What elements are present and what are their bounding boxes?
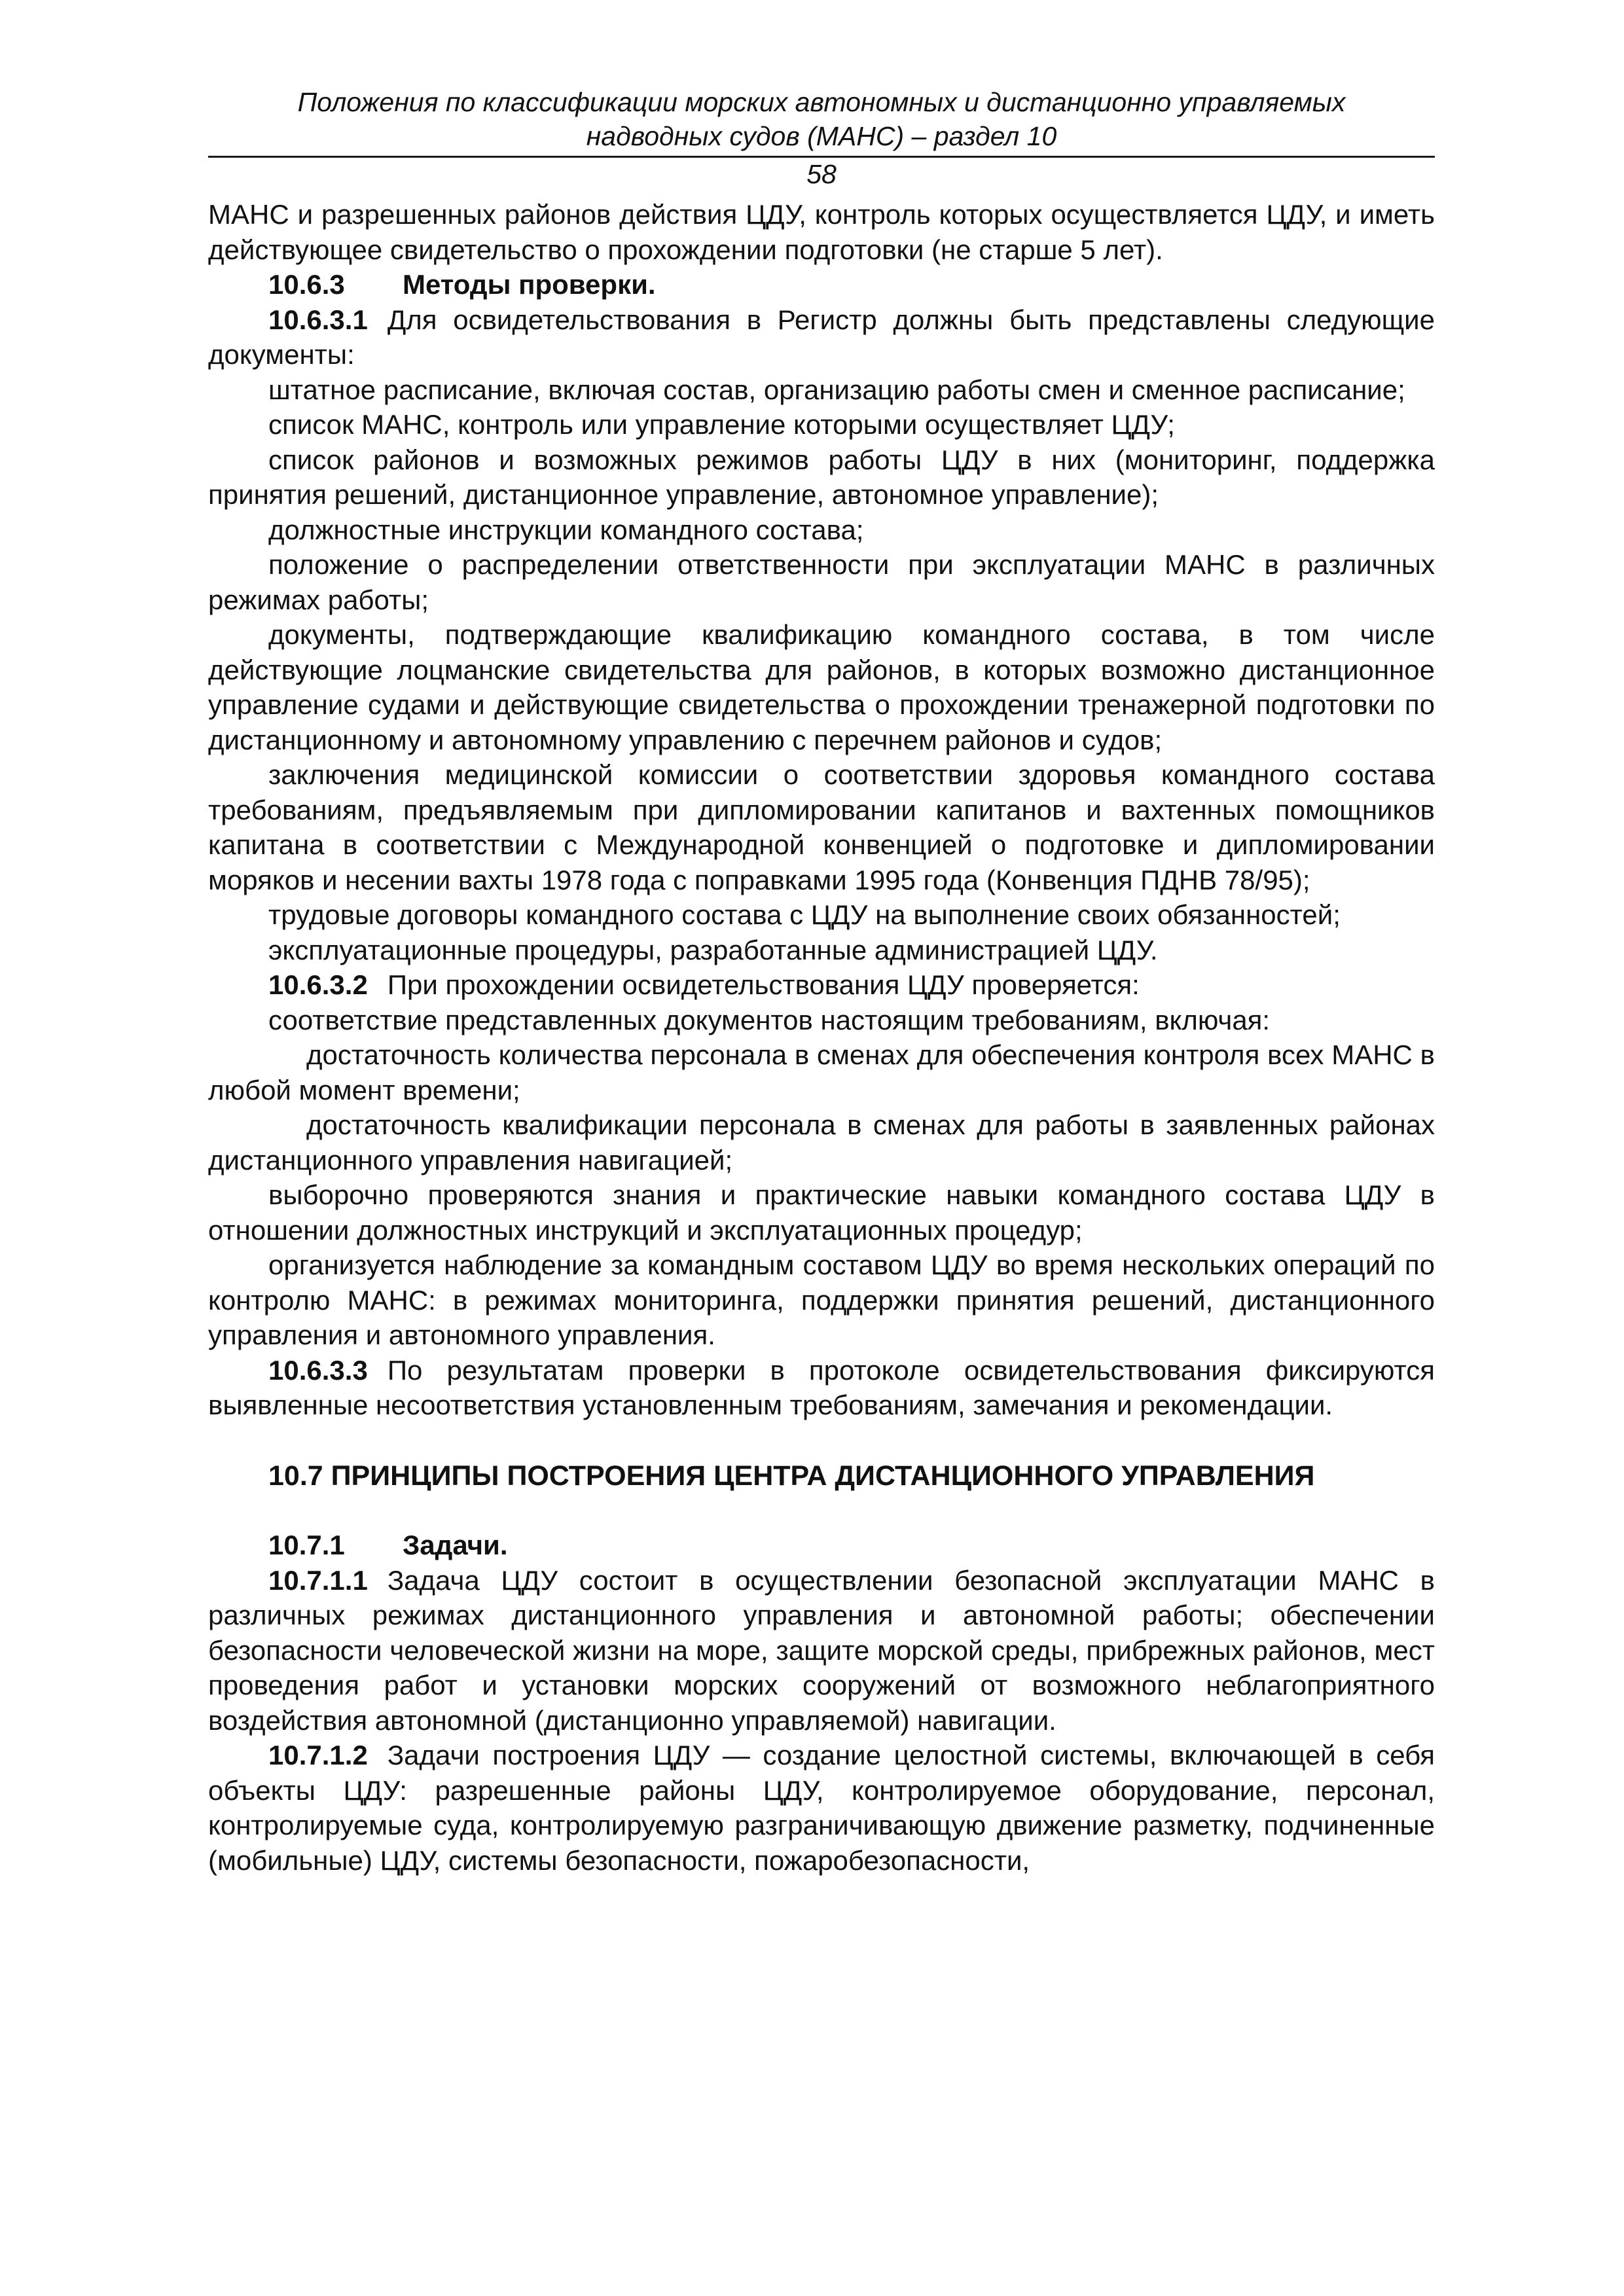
clause-number: 10.6.3	[268, 269, 345, 300]
clause-number: 10.6.3.1	[268, 304, 368, 335]
section-heading: 10.7 ПРИНЦИПЫ ПОСТРОЕНИЯ ЦЕНТРА ДИСТАНЦИОННОГО УПРАВЛЕНИЯ	[268, 1460, 1315, 1492]
clause-title: Задачи.	[403, 1530, 508, 1560]
clause-number: 10.6.3.3	[268, 1354, 368, 1386]
sub-check-item: достаточность количества персонала в сменах для обеспечения контроля всех МАНС в любой момент времени;	[208, 1039, 1435, 1105]
document-page	[208, 85, 1435, 1878]
clause-text: Для освидетельствования в Регистр должны быть представлены следующие документы:	[208, 304, 1435, 370]
clause-number: 10.7.1.1	[268, 1564, 368, 1596]
list-item: список МАНС, контроль или управление которыми осуществляет ЦДУ;	[268, 409, 1175, 440]
clause-number: 10.7.1.2	[268, 1740, 368, 1770]
list-item: заключения медицинской комиссии о соответствии здоровья командного состава требованиям, предъявляемым при дипломировании капитанов и вахтенных помощников капитана в соответствии с Международной конвенцией о подготовке и дипломировании моряков и несении вахты 1978 года с поправками 1995 года (Конвенция ПДНВ 78/95);	[208, 759, 1435, 895]
list-item: трудовые договоры командного состава с ЦДУ на выполнение своих обязанностей;	[268, 899, 1341, 930]
clause-text: При прохождении освидетельствования ЦДУ проверяется:	[387, 969, 1140, 1000]
clause-text: Задача ЦДУ состоит в осуществлении безопасной эксплуатации МАНС в различных режимах дистанционного управления и автономной работы; обеспечении безопасности человеческой жизни на море, защите морской среды, прибрежных районов, мест проведения работ и установки морских сооружений от возможного неблагоприятного воздействия автономной (дистанционно управляемой) навигации.	[208, 1564, 1435, 1736]
clause-10-6-3-1	[208, 302, 1435, 372]
running-header	[208, 85, 1435, 153]
clause-10-7-1-1	[208, 1563, 1435, 1738]
list-item: положение о распределении ответственности при эксплуатации МАНС в различных режимах работы;	[208, 549, 1435, 615]
list-item: список районов и возможных режимов работы ЦДУ в них (мониторинг, поддержка принятия решений, дистанционное управление, автономное управление);	[208, 444, 1435, 510]
list-item: эксплуатационные процедуры, разработанные администрацией ЦДУ.	[268, 934, 1158, 965]
page-number: 58	[806, 159, 837, 189]
sub-check-item: достаточность квалификации персонала в сменах для работы в заявленных районах дистанционного управления навигацией;	[208, 1109, 1435, 1175]
list-item: должностные инструкции командного состава;	[268, 514, 864, 545]
clause-10-7-1-2	[208, 1738, 1435, 1878]
clause-10-6-3-2	[208, 967, 1435, 1003]
list-item: штатное расписание, включая состав, организацию работы смен и сменное расписание;	[268, 374, 1405, 405]
header-line-1: Положения по классификации морских автономных и дистанционно управляемых	[297, 87, 1346, 117]
clause-text: По результатам проверки в протоколе освидетельствования фиксируются выявленные несоответствия установленным требованиям, замечания и рекомендации.	[208, 1354, 1435, 1420]
clause-10-7-1	[208, 1528, 1435, 1563]
check-intro: соответствие представленных документов настоящим требованиям, включая:	[268, 1004, 1271, 1035]
list-item: документы, подтверждающие квалификацию командного состава, в том числе действующие лоцманские свидетельства для районов, в которых возможно дистанционное управление судами и действующие свидетельства о прохождении тренажерной подготовки по дистанционному и автономному управлению с перечнем районов и судов;	[208, 619, 1435, 755]
header-line-2: надводных судов (МАНС) – раздел 10	[586, 121, 1057, 151]
clause-text: Задачи построения ЦДУ — создание целостной системы, включающей в себя объекты ЦДУ: разрешенные районы ЦДУ, контролируемое оборудование, персонал, контролируемые суда, контролируемую разграничивающую движение разметку, подчиненные (мобильные) ЦДУ, системы безопасности, пожаробезопасности,	[208, 1740, 1435, 1876]
clause-10-6-3	[208, 267, 1435, 302]
clause-number: 10.6.3.2	[268, 969, 368, 1000]
clause-title: Методы проверки.	[403, 269, 656, 300]
clause-number: 10.7.1	[268, 1530, 345, 1560]
check-item: организуется наблюдение за командным составом ЦДУ во время нескольких операций по контролю МАНС: в режимах мониторинга, поддержки принятия решений, дистанционного управления и автономного управления.	[208, 1249, 1435, 1350]
intro-paragraph: МАНС и разрешенных районов действия ЦДУ, контроль которых осуществляется ЦДУ, и иметь действующее свидетельство о прохождении подготовки (не старше 5 лет).	[208, 199, 1435, 265]
check-item: выборочно проверяются знания и практические навыки командного состава ЦДУ в отношении должностных инструкций и эксплуатационных процедур;	[208, 1179, 1435, 1246]
clause-10-6-3-3	[208, 1353, 1435, 1423]
